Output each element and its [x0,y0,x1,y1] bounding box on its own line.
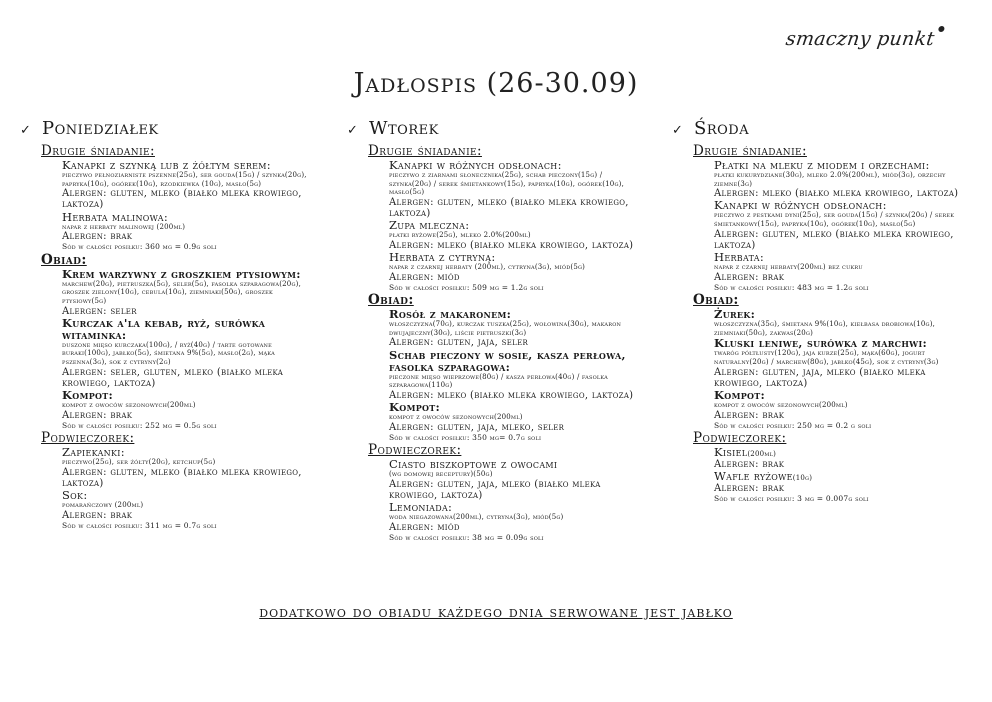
allergen-text-label: Alergen: brak [62,231,133,243]
day-heading [20,118,316,139]
footer-note: dodatkowo do obiadu każdego dnia serwowane jest jabłko [259,603,733,621]
portion-size: (200ml) [747,450,777,459]
allergen-text-label: Alergen: gluten, jaja, seler [389,337,529,349]
dish-name-label: Żurek: [714,307,756,322]
dish-name-label: Kisiel [714,445,748,460]
ingredients-text-label: włoszczyzna(35g), śmietana 9%(10g), kiełbasa drobiowa(10g), ziemniaki(50g), zakwas(20g) [714,320,936,337]
dish-name-label: Zapiekanki: [62,445,125,460]
ingredients-text-label: pieczywo z ziarnami słonecznika(25g), schab pieczony(15g) / szynka(20g) / serek śmietankowy(15g), papryka(10g), ogórek(10g), masło(5g) [389,171,624,197]
dish-name [714,337,968,349]
allergen-text [389,479,643,501]
ingredients-text [714,401,968,410]
meal-heading: Drugie śniadanie: [693,143,807,159]
dish-name-label: Kompot: [62,388,114,403]
meal-items [389,159,643,292]
ingredients-text-label: płatki ryżowe(25g), mleko 2.0%(200ml) [389,231,531,240]
day-column-tuesday [347,118,643,543]
portion-size: (10g) [792,474,813,483]
dish-name [714,470,968,483]
ingredients-text [62,341,316,367]
ingredients-text [389,320,643,337]
ingredients-text-label: woda niegazowana(200ml), cytryna(3g), miód(5g) [389,513,564,522]
sodium-text-label: Sód w całości posiłku: 350 mg= 0.7g soli [389,432,542,442]
sodium-text-label: Sód w całości posiłku: 3 mg = 0.007g soli [714,493,869,503]
allergen-text-label: Alergen: brak [714,458,785,470]
dish-name-label: Schab pieczony w sosie, kasza perłowa, fasolka szparagowa: [389,347,626,374]
brand-logo [784,28,936,50]
ingredients-text [714,349,968,366]
dish-name-label: Kompot: [714,388,766,403]
ingredients-text [62,458,316,467]
ingredients-text-label: pomarańczowy (200ml) [62,501,144,510]
allergen-text [714,410,968,421]
sodium-text [714,283,968,293]
ingredients-text-label: kompot z owoców sezonowych(200ml) [62,401,196,410]
allergen-text-label: Alergen: brak [62,509,133,521]
ingredients-text-label: włoszczyzna(70g), kurczak tuszka(25g), wołowina(30g), makaron dwujajeczny(30g), liście pietruszki(3g) [389,320,622,337]
ingredients-text [389,373,643,390]
dish-name [714,199,968,211]
sodium-text-label: Sód w całości posiłku: 509 mg = 1.2g soli [389,282,544,292]
meal-heading: Obiad: [41,251,87,268]
dish-name [714,251,968,263]
sodium-text [714,494,968,504]
dish-name [62,268,316,280]
allergen-text-label: Alergen: miód [389,521,460,533]
ingredients-text [714,211,968,228]
allergen-text-label: Alergen: seler, gluten, mleko (białko mleka krowiego, laktoza) [62,366,284,389]
dish-name [714,389,968,401]
dish-name [389,251,643,263]
dish-name-label: Rosół z makaronem: [389,307,512,322]
ingredients-text-label: napar z czarnej herbaty(200ml) bez cukru [714,262,863,271]
dish-name-label: Kluski leniwe, surówka z marchwi: [714,336,928,351]
sodium-text [389,433,643,443]
allergen-text-label: Alergen: mleko (białko mleka krowiego, laktoza) [389,239,634,251]
ingredients-text [389,171,643,197]
ingredients-text [714,320,968,337]
ingredients-text-label: marchew(20g), pietruszka(5g), seler(5g), fasolka szparagowa(20g), groszek zielony(10g), cebula(10g), ziemniaki(50g), groszek ptysiowy(5g) [62,279,301,306]
logo-dot [938,26,945,32]
allergen-text [389,522,643,533]
ingredients-text-label: pieczywo z pestkami dyni(25g), ser gouda(15g) / szynka(20g) / serek śmietankowy(15g), papryka(10g), ogórek(10g), masło(5g) [714,211,955,228]
dish-name [714,159,968,171]
checkmark-icon: ✓ [672,123,684,138]
dish-name [62,211,316,223]
day-column-wednesday [672,118,968,503]
dish-name [389,401,643,413]
logo-text: smaczny punkt [784,28,936,50]
dish-name-label: Kanapki w różnych odsłonach: [714,198,887,213]
day-name: Środa [694,118,750,139]
meal-heading: Obiad: [368,292,414,309]
ingredients-text-label: kompot z owoców sezonowych(200ml) [714,401,848,410]
dish-name-label: Herbata malinowa: [62,209,169,224]
meal-items [389,308,643,442]
meal-items [714,159,968,292]
checkmark-icon: ✓ [20,123,32,138]
ingredients-text [62,401,316,410]
dish-name-label: Kurczak a'la kebab, ryż, surówka witaminka: [62,315,266,342]
allergen-text [62,231,316,242]
allergen-text [389,422,643,433]
dish-name-label: Ciasto biszkoptowe z owocami [389,457,558,472]
allergen-text [714,272,968,283]
sodium-text [389,283,643,293]
dish-name [714,446,968,459]
ingredients-text [389,470,643,479]
page-title: Jadłospis (26-30.09) [353,68,639,99]
meal-heading: Drugie śniadanie: [41,143,155,159]
allergen-text-label: Alergen: seler [62,305,137,317]
dish-name-label: Krem warzywny z groszkiem ptysiowym: [62,266,301,281]
dish-name-label: Płatki na mleku z miodem i orzechami: [714,158,930,172]
allergen-text [389,272,643,283]
ingredients-text [714,263,968,272]
ingredients-text [389,513,643,522]
dish-name-label: Herbata z cytryną: [389,249,496,264]
dish-name-label: Zupa mleczna: [389,218,470,233]
day-heading [672,118,968,139]
sodium-text-label: Sód w całości posiłku: 38 mg = 0.09g soli [389,533,544,543]
ingredients-text-label: twaróg półtłusty(120g), jaja kurze(25g), mąka(60g), jogurt naturalny(20g) / marchew(80g), jabłko(45g), sok z cytryny(3g) [714,349,939,367]
ingredients-text [62,223,316,232]
ingredients-text-label: pieczone mięso wieprzowe(80g) / kasza perłowa(40g) / fasolka szparagowa(110g) [389,372,608,390]
ingredients-text [714,171,968,188]
sodium-text-label: Sód w całości posiłku: 360 mg = 0.9g soli [62,242,217,252]
dish-name-label: Sok: [62,488,88,503]
allergen-text [62,410,316,421]
allergen-text-label: Alergen: gluten, mleko (białko mleka krowiego, laktoza) [62,188,302,211]
sodium-text-label: Sód w całości posiłku: 311 mg = 0.7g soli [62,521,217,531]
allergen-text [714,483,968,494]
ingredients-text-label: (wg domowej receptury)(50g) [389,470,493,479]
sodium-text [62,242,316,252]
sodium-text [389,533,643,543]
dish-name-label: Kompot: [389,400,441,415]
dish-name-label: Kanapki z szynką lub z żółtym serem: [62,158,271,172]
allergen-text-label: Alergen: brak [62,409,133,421]
dish-name-label: Wafle ryżowe [714,469,793,484]
allergen-text-label: Alergen: gluten, mleko (białko mleka krowiego, laktoza) [62,466,302,490]
allergen-text-label: Alergen: brak [714,482,785,494]
dish-name [62,489,316,501]
dish-name [62,317,316,341]
allergen-text [714,367,968,389]
dish-name [62,389,316,401]
allergen-text-label: Alergen: gluten, jaja, mleko, seler [389,421,565,433]
sodium-text [62,521,316,531]
meal-items [62,268,316,430]
sodium-text [714,421,968,431]
ingredients-text [62,171,316,188]
ingredients-text-label: kompot z owoców sezonowych(200ml) [389,413,523,422]
ingredients-text [62,280,316,306]
meal-heading: Podwieczorek: [368,442,462,459]
allergen-text [714,229,968,251]
meal-heading: Drugie śniadanie: [368,143,482,159]
allergen-text-label: Alergen: gluten, mleko (białko mleka krowiego, laktoza) [389,196,629,219]
meal-items [62,159,316,252]
allergen-text-label: Alergen: gluten, mleko (białko mleka krowiego, laktoza) [714,228,954,251]
day-column-monday [20,118,316,531]
dish-name [389,219,643,231]
meal-heading: Obiad: [693,292,739,309]
ingredients-text-label: duszone mięso kurczaka(100g), / ryż(40g) / tarte gotowane buraki(100g), jabłko(5g), śmietana 9%(5g), masło(2g), mąka pszenna(3g), sok z cytryny(2g) [62,340,275,367]
day-heading [347,118,643,139]
dish-name [389,308,643,320]
ingredients-text-label: pieczywo pełnoziarniste pszenne(25g), ser gouda(15g) / szynka(20g), papryka(10g), ogórek(10g), rzodkiewka (10g), masło(5g) [62,171,307,188]
ingredients-text-label: napar z czarnej herbaty (200ml), cytryna(3g), miód(5g) [389,262,586,271]
sodium-text-label: Sód w całości posiłku: 483 mg = 1.2g soli [714,282,869,292]
ingredients-text [389,413,643,422]
dish-name [389,501,643,513]
allergen-text-label: Alergen: gluten, jaja, mleko (białko mleka krowiego, laktoza) [714,366,926,389]
checkmark-icon: ✓ [347,123,359,138]
allergen-text-label: Alergen: brak [714,409,785,421]
meal-items [62,446,316,530]
sodium-text-label: Sód w całości posiłku: 250 mg = 0.2 g soli [714,420,872,430]
ingredients-text-label: napar z herbaty malinowej (200ml) [62,222,186,231]
sodium-text [62,421,316,431]
allergen-text-label: Alergen: mleko (białko mleka krowiego, laktoza) [714,188,959,200]
ingredients-text-label: płatki kukurydziane(30g), mleko 2.0%(200ml), miód(3g), orzechy ziemne(3g) [714,171,946,188]
allergen-text [389,197,643,219]
meal-items [389,458,643,542]
meal-items [714,308,968,430]
ingredients-text [62,501,316,510]
meal-heading: Podwieczorek: [41,430,135,447]
allergen-text [62,467,316,489]
dish-name [389,159,643,171]
dish-name [62,159,316,171]
dish-name-label: Lemoniada: [389,500,453,515]
allergen-text [62,510,316,521]
dish-name [714,308,968,320]
allergen-text [62,367,316,389]
dish-name-label: Herbata: [714,249,765,264]
allergen-text-label: Alergen: miód [389,271,460,283]
ingredients-text [389,263,643,272]
meal-heading: Podwieczorek: [693,430,787,447]
allergen-text-label: Alergen: gluten, jaja, mleko (białko mleka krowiego, laktoza) [389,478,601,502]
meal-items [714,446,968,503]
dish-name-label: Kanapki w różnych odsłonach: [389,158,562,172]
dish-name [389,458,643,470]
sodium-text-label: Sód w całości posiłku: 252 mg = 0.5g soli [62,420,217,430]
day-name: Poniedziałek [42,118,159,139]
dish-name [62,446,316,458]
ingredients-text-label: pieczywo(25g), ser żółty(20g), ketchup(5g) [62,458,216,467]
dish-name [389,349,643,373]
allergen-text-label: Alergen: brak [714,271,785,283]
ingredients-text [389,231,643,240]
allergen-text [62,188,316,210]
day-name: Wtorek [369,118,439,139]
allergen-text-label: Alergen: mleko (białko mleka krowiego, laktoza) [389,389,634,401]
